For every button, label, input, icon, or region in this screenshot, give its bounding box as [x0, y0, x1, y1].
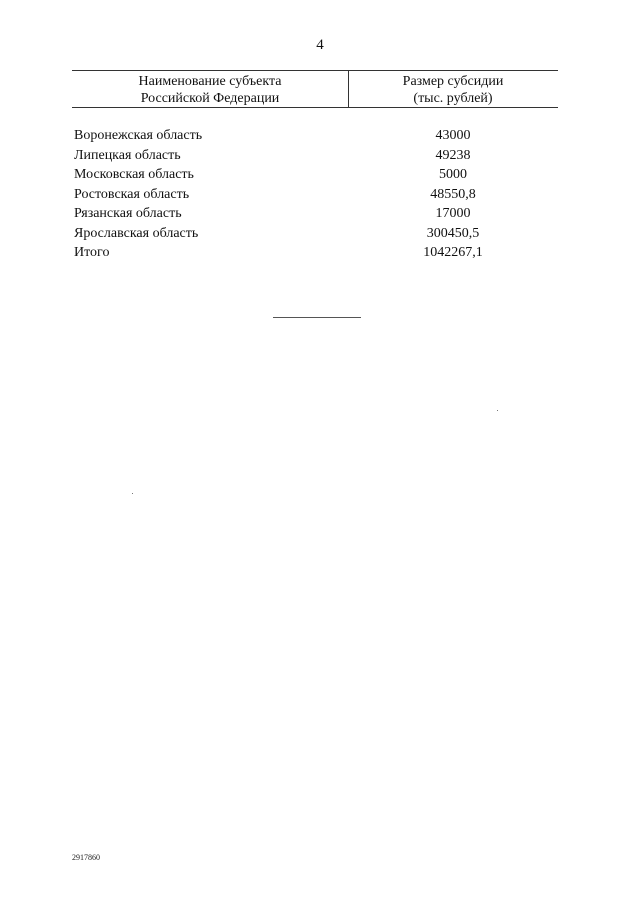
- subsidy-value: 17000: [435, 206, 471, 221]
- region-name: Московская область: [74, 167, 194, 182]
- table-row-total: [0, 243, 640, 263]
- end-of-document-rule: [273, 317, 361, 318]
- subsidy-value: 43000: [435, 128, 471, 143]
- scan-speck: [132, 493, 133, 494]
- subsidy-value: 48550,8: [430, 186, 476, 202]
- header-region-name-line-1: Наименование субъекта: [138, 74, 282, 89]
- header-subsidy-amount-line-2: (тыс. рублей): [413, 91, 493, 106]
- region-name: Липецкая область: [74, 147, 181, 163]
- table-body: [0, 126, 640, 263]
- total-label: Итого: [74, 245, 110, 260]
- header-bottom-rule: [72, 107, 558, 108]
- table-row: [0, 204, 640, 224]
- subsidy-value: 300450,5: [426, 225, 480, 241]
- header-top-rule: [72, 70, 558, 71]
- region-name: Ростовская область: [74, 186, 190, 202]
- table-row: [0, 224, 640, 244]
- page-number: 4: [316, 37, 324, 53]
- table-row: [0, 165, 640, 185]
- document-code: 2917860: [72, 853, 100, 862]
- header-subsidy-amount-line-1: Размер субсидии: [402, 74, 504, 89]
- table-row: [0, 185, 640, 205]
- table-row: [0, 146, 640, 166]
- region-name: Ярославская область: [74, 225, 199, 241]
- total-value: 1042267,1: [423, 245, 483, 260]
- subsidy-value: 5000: [439, 167, 467, 182]
- region-name: Рязанская область: [74, 206, 182, 221]
- header-subsidy-amount: [348, 73, 558, 107]
- subsidy-value: 49238: [435, 147, 471, 163]
- scan-speck: [497, 410, 498, 411]
- region-name: Воронежская область: [74, 128, 203, 143]
- table-row: [0, 126, 640, 146]
- header-region-name-line-2: Российской Федерации: [140, 91, 280, 106]
- header-region-name: [72, 73, 348, 107]
